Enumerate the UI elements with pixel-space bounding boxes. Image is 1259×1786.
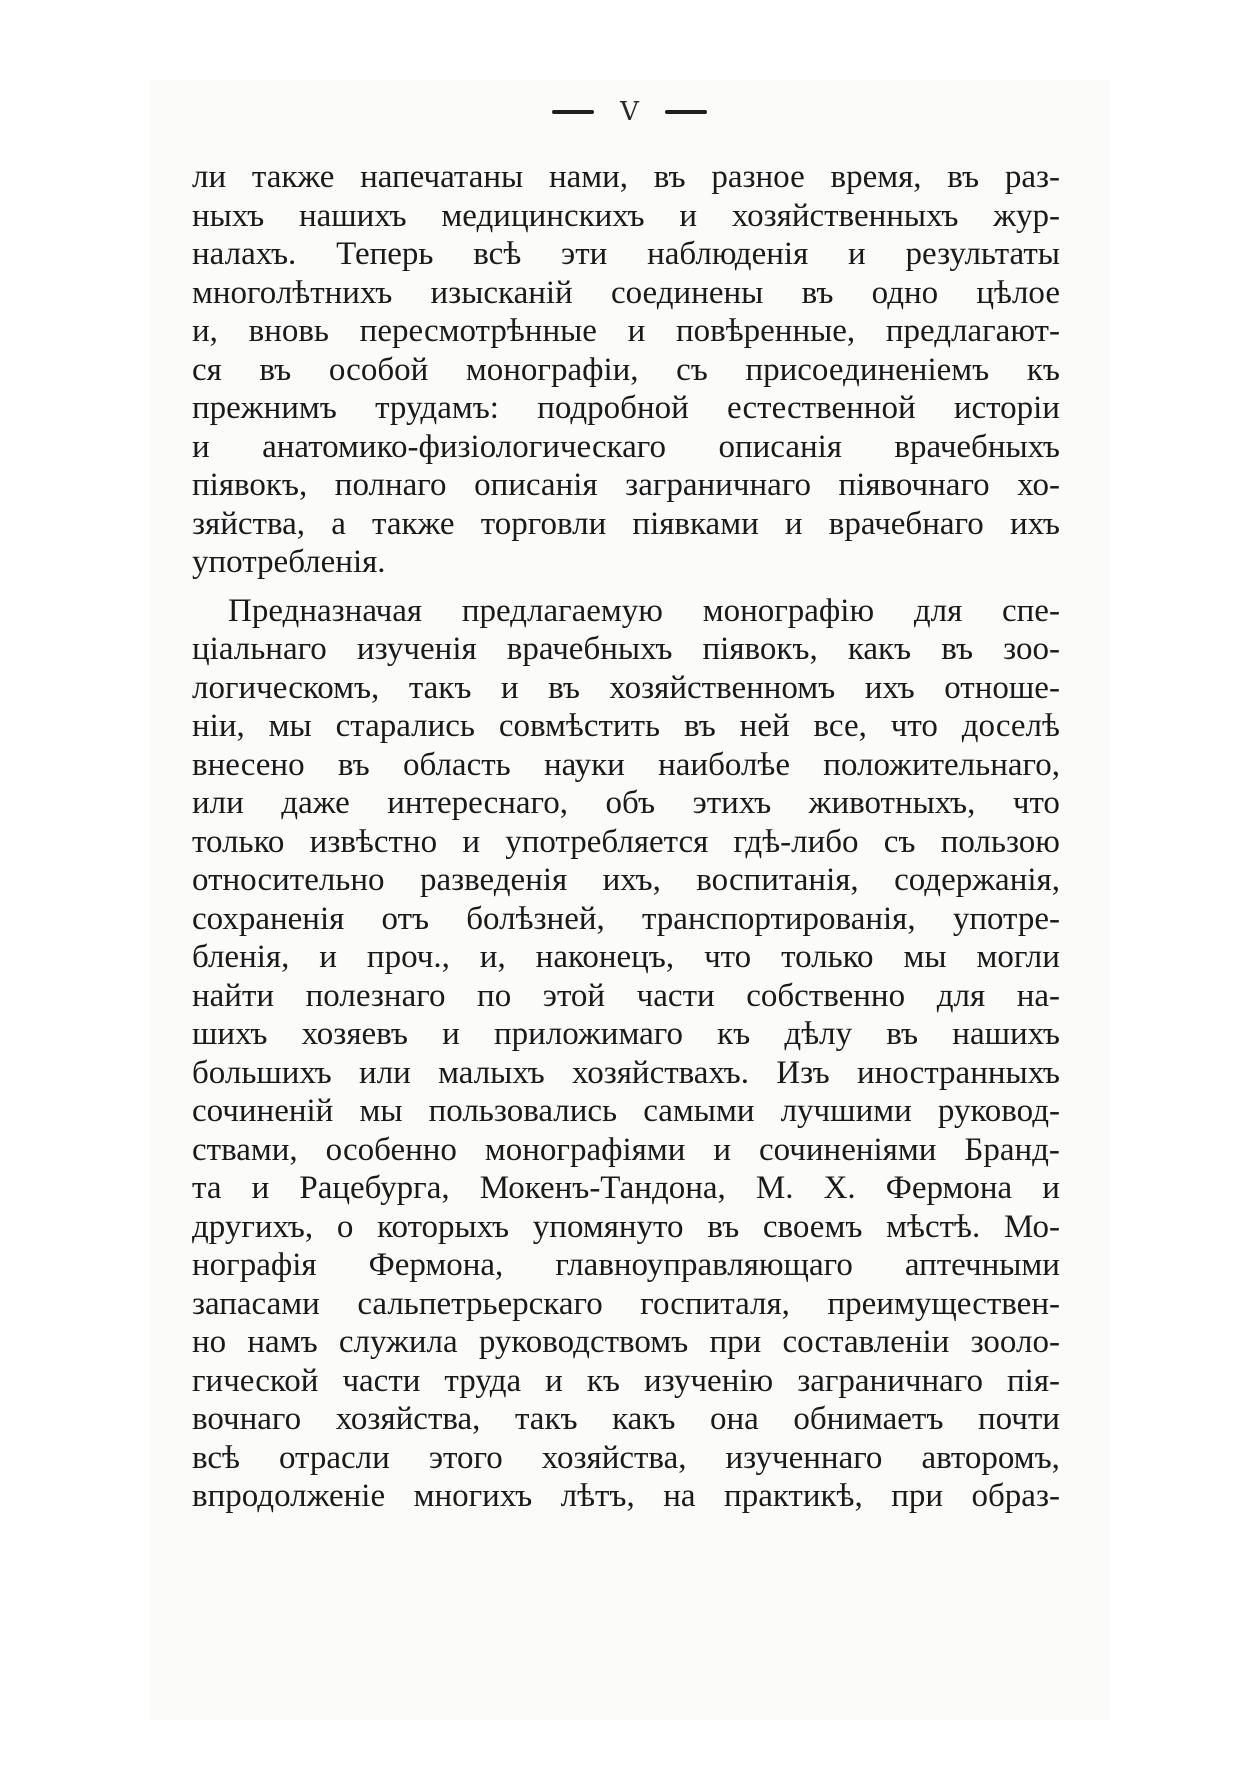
running-header [0, 92, 1259, 132]
text-line: всѣ отрасли этого хозяйства, изученнаго авторомъ, [192, 1439, 1060, 1476]
text-line: ніи, мы старались совмѣстить въ ней все, что доселѣ [192, 708, 1060, 744]
text-line: сочиненій мы пользовались самыми лучшими руковод- [192, 1093, 1060, 1129]
paragraph-gap [192, 582, 1060, 592]
text-line: ли также напечатаны нами, въ разное время, въ раз- [192, 159, 1060, 195]
text-line: піявокъ, полнаго описанія заграничнаго піявочнаго хо- [192, 467, 1060, 503]
text-line: и анатомико-физіологическаго описанія врачебныхъ [192, 428, 1060, 465]
text-line: прежнимъ трудамъ: подробной естественной исторіи [192, 390, 1060, 426]
text-line: многолѣтнихъ изысканій соединены въ одно цѣлое [192, 274, 1060, 311]
text-line: ціальнаго изученія врачебныхъ піявокъ, какъ въ зоо- [192, 631, 1060, 667]
text-line: зяйства, а также торговли піявками и врачебнаго ихъ [192, 505, 1060, 542]
text-line: найти полезнаго по этой части собственно для на- [192, 977, 1060, 1014]
text-line: другихъ, о которыхъ упомянуто въ своемъ мѣстѣ. Мо- [192, 1208, 1060, 1245]
text-line: употребленія. [192, 544, 386, 580]
page-number: V [620, 97, 639, 127]
text-line: относительно разведенія ихъ, воспитанія, содержанія, [192, 862, 1060, 898]
text-line: вочнаго хозяйства, такъ какъ она обнимаетъ почти [192, 1401, 1060, 1437]
text-line: шихъ хозяевъ и приложимаго къ дѣлу въ нашихъ [192, 1016, 1060, 1052]
text-line: ствами, особенно монографіями и сочиненіями Бранд- [192, 1131, 1060, 1168]
text-line: Предназначая предлагаемую монографію для спе- [228, 592, 1060, 629]
header-dash-right [665, 110, 707, 114]
text-line: логическомъ, такъ и въ хозяйственномъ ихъ отноше- [192, 669, 1060, 706]
text-line: ныхъ нашихъ медицинскихъ и хозяйственныхъ жур- [192, 197, 1060, 234]
text-line: внесено въ область науки наиболѣе положительнаго, [192, 746, 1060, 783]
paragraph [192, 158, 1060, 582]
body-text [192, 158, 1060, 1516]
text-line: или даже интереснаго, объ этихъ животныхъ, что [192, 785, 1060, 821]
text-line: только извѣстно и употребляется гдѣ-либо съ пользою [192, 823, 1060, 860]
text-line: и, вновь пересмотрѣнные и повѣренные, предлагают- [192, 313, 1060, 349]
paragraph [192, 592, 1060, 1516]
text-line: но намъ служила руководствомъ при составленіи зооло- [192, 1324, 1060, 1360]
text-line: впродолженіе многихъ лѣтъ, на практикѣ, при образ- [192, 1478, 1060, 1514]
text-line: запасами сальпетрьерскаго госпиталя, преимуществен- [192, 1285, 1060, 1322]
text-line: сохраненія отъ болѣзней, транспортированія, употре- [192, 900, 1060, 937]
text-line: та и Рацебурга, Мокенъ-Тандона, М. Х. Фермона и [192, 1170, 1060, 1206]
text-line: налахъ. Теперь всѣ эти наблюденія и результаты [192, 236, 1060, 272]
header-dash-left [552, 110, 594, 114]
text-line: ся въ особой монографіи, съ присоединеніемъ къ [192, 351, 1060, 388]
text-line: большихъ или малыхъ хозяйствахъ. Изъ иностранныхъ [192, 1054, 1060, 1091]
text-line: нографія Фермона, главноуправляющаго аптечными [192, 1247, 1060, 1283]
text-line: гической части труда и къ изученію заграничнаго пія- [192, 1362, 1060, 1399]
text-line: бленія, и проч., и, наконецъ, что только мы могли [192, 939, 1060, 975]
